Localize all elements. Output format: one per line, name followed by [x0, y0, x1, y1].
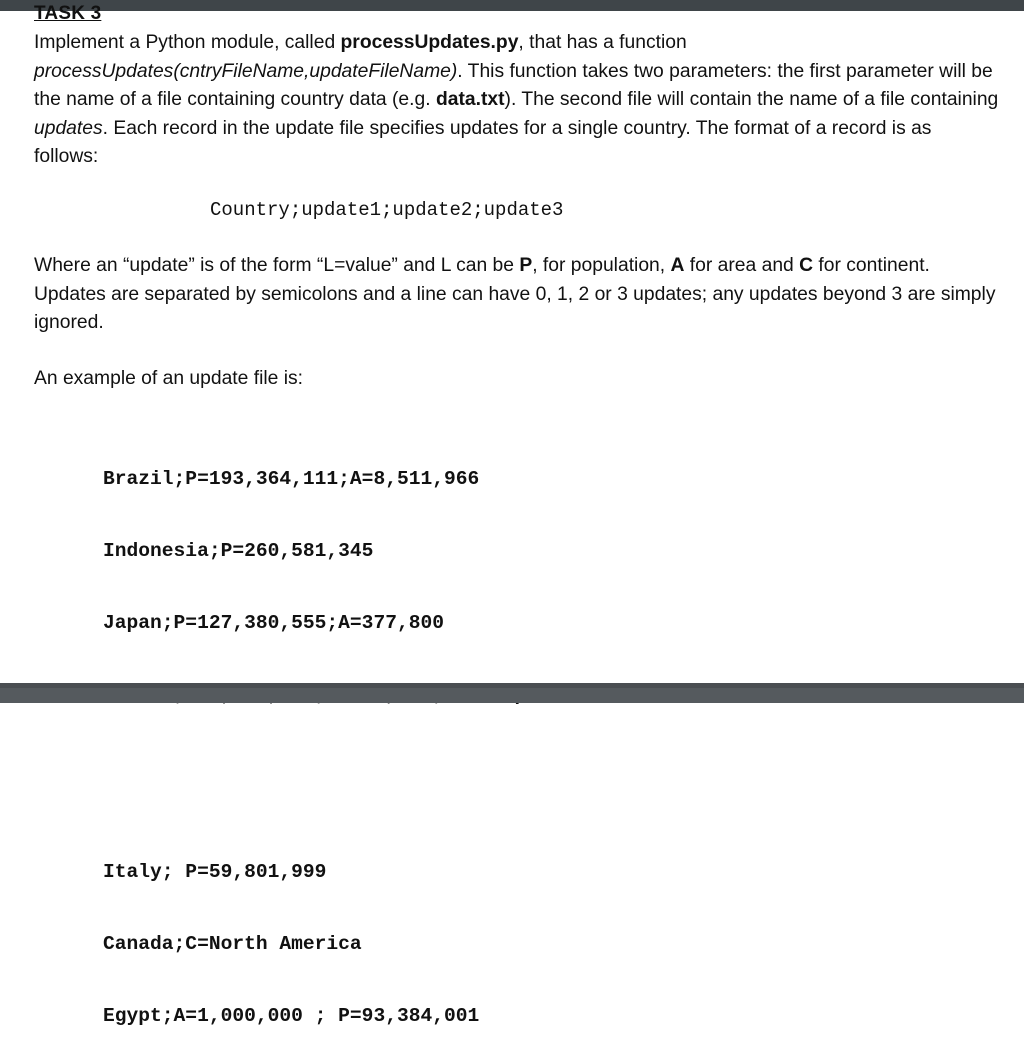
where-text-3: for area and: [684, 255, 800, 276]
task-title: TASK 3: [34, 3, 102, 24]
example-update-file-continued: [103, 812, 479, 1052]
data-file-name: data.txt: [435, 89, 505, 111]
top-page-separator: [0, 0, 1024, 11]
where-text-1: Where an “update” is of the form “L=value” and L can be: [34, 255, 520, 276]
letter-p: P: [519, 255, 533, 276]
page-break-separator: [0, 683, 1024, 703]
update-description-paragraph: [34, 252, 999, 338]
intro-text-4: ). The second file will contain the name of a file containing: [504, 89, 999, 111]
intro-text-3: . This function takes two parameters: the first parameter will be the name of a file containing country data (e.g.: [34, 60, 993, 111]
code-line: Canada;C=North America: [103, 933, 362, 955]
module-name: processUpdates.py: [340, 32, 519, 53]
where-text-4: for continent. Updates are separated by semicolons and a line can have 0, 1, 2 or 3 updates; any updates beyond 3 are simply ignored.: [34, 255, 996, 334]
code-line: Brazil;P=193,364,111;A=8,511,966: [103, 468, 480, 490]
letter-c: C: [799, 255, 814, 276]
function-signature: processUpdates(cntryFileName,updateFileName): [34, 60, 458, 82]
intro-text-2: , that has a function: [518, 32, 687, 53]
updates-word: updates: [34, 117, 103, 139]
page-break-edge: [0, 688, 1024, 703]
intro-text-5: . Each record in the update file specifies updates for a single country. The format of a record is as follows:: [34, 117, 932, 168]
where-text-2: , for population,: [532, 255, 671, 276]
code-line: Italy; P=59,801,999: [103, 861, 327, 883]
intro-text-1: Implement a Python module, called: [34, 32, 341, 53]
code-line: Indonesia;P=260,581,345: [103, 540, 374, 562]
example-intro: An example of an update file is:: [34, 368, 304, 389]
record-format: Country;update1;update2;update3: [210, 199, 564, 221]
intro-paragraph: [34, 29, 999, 172]
code-line: Japan;P=127,380,555;A=377,800: [103, 612, 444, 634]
letter-a: A: [670, 255, 685, 276]
code-line: Egypt;A=1,000,000 ; P=93,384,001: [103, 1005, 480, 1027]
